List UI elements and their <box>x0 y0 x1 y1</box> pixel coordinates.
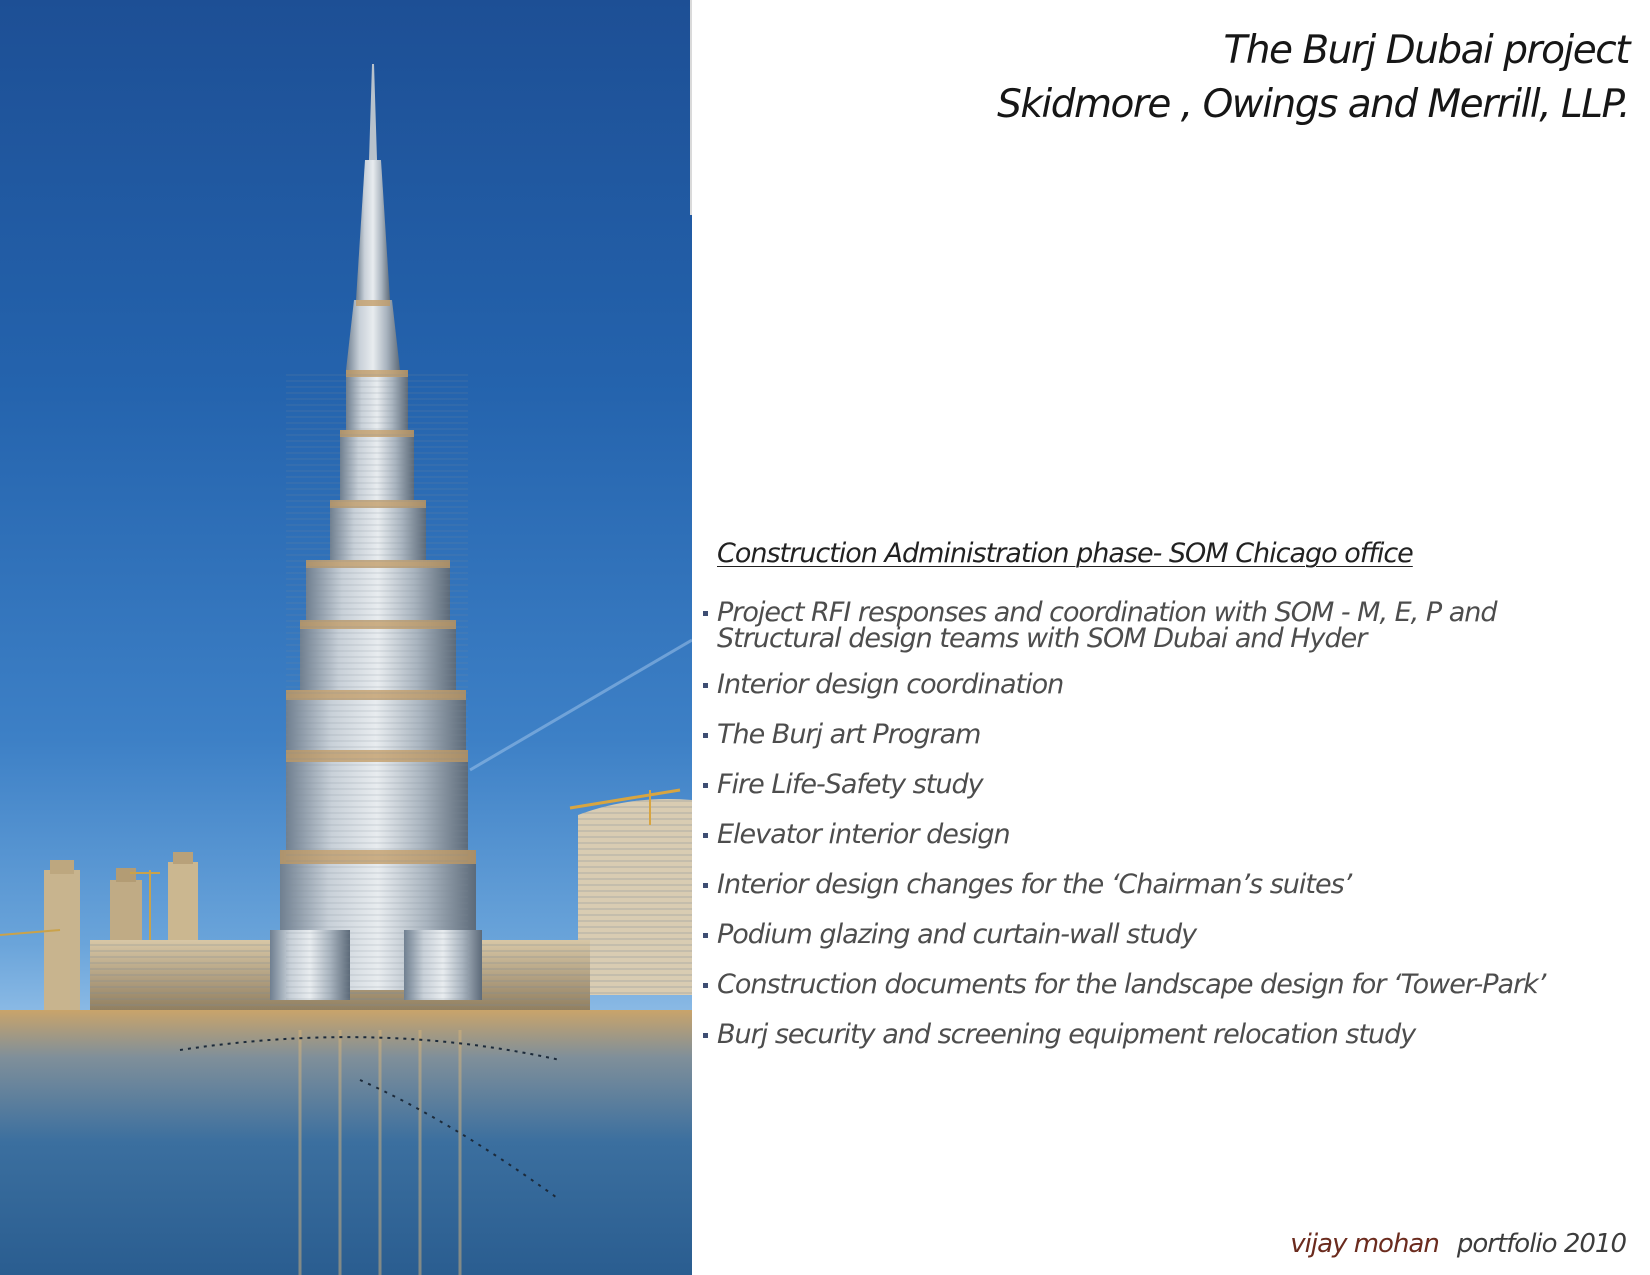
list-item-text-line1: Project RFI responses and coordination with SOM - M, E, P and <box>717 597 1497 628</box>
title-block <box>997 24 1629 132</box>
tower-photo-illustration <box>0 0 692 1275</box>
portfolio-label: portfolio 2010 <box>1456 1229 1626 1259</box>
burj-tower <box>270 64 482 1000</box>
list-item <box>700 1020 1630 1050</box>
tower-photo <box>0 0 692 1275</box>
list-item <box>700 820 1630 850</box>
project-title: The Burj Dubai project <box>1223 28 1629 73</box>
list-item-text: Interior design changes for the ‘Chairman’s suites’ <box>717 869 1352 900</box>
author-name: vijay mohan <box>1290 1229 1439 1259</box>
list-item <box>700 720 1630 750</box>
bullet-icon <box>703 733 708 738</box>
bullet-icon <box>703 933 708 938</box>
bullet-icon <box>703 683 708 688</box>
phase-heading: Construction Administration phase- SOM Chicago office <box>717 538 1413 569</box>
list-item <box>700 920 1630 950</box>
bullet-icon <box>703 1033 708 1038</box>
bullet-icon <box>703 883 708 888</box>
list-item-text: The Burj art Program <box>717 719 981 750</box>
list-item <box>700 870 1630 900</box>
task-list <box>700 597 1630 1070</box>
firm-name: Skidmore , Owings and Merrill, LLP. <box>997 82 1629 127</box>
footer <box>1290 1229 1626 1259</box>
list-item-text: Elevator interior design <box>717 819 1010 850</box>
list-item <box>700 970 1630 1000</box>
photo-edge-line <box>690 0 692 215</box>
list-item <box>700 770 1630 800</box>
list-item-text: Construction documents for the landscape design for ‘Tower-Park’ <box>717 969 1546 1000</box>
list-item-text: Fire Life-Safety study <box>717 769 983 800</box>
list-item-text-line2: Structural design teams with SOM Dubai and Hyder <box>717 623 1367 654</box>
bullet-icon <box>703 983 708 988</box>
list-item-text: Interior design coordination <box>717 669 1064 700</box>
list-item-text: Burj security and screening equipment relocation study <box>717 1019 1416 1050</box>
list-item-text: Podium glazing and curtain-wall study <box>717 919 1197 950</box>
bullet-icon <box>703 783 708 788</box>
bullet-icon <box>703 833 708 838</box>
list-item <box>700 597 1630 654</box>
fountain-lake <box>0 1010 692 1275</box>
list-item <box>700 670 1630 700</box>
bullet-icon <box>703 611 708 616</box>
